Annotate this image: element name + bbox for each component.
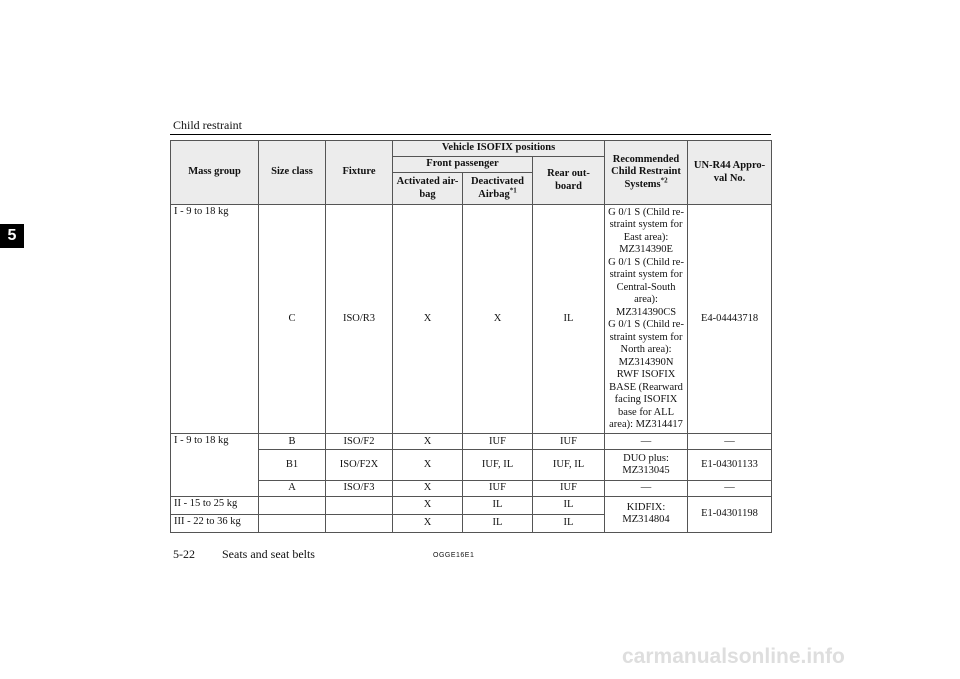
cell-size-class — [259, 496, 326, 514]
header-deactivated-airbag: Deactivated Airbag$^{*1}$ — [463, 173, 533, 205]
cell-mass-group: I - 9 to 18 kg — [171, 205, 259, 434]
section-title: Seats and seat belts — [222, 547, 315, 561]
cell-recommended: — — [605, 434, 688, 450]
header-front-passenger: Front passenger — [393, 157, 533, 173]
table-row — [171, 496, 772, 514]
cell-size-class: C — [259, 205, 326, 434]
cell-mass-group: II - 15 to 25 kg — [171, 496, 259, 514]
cell-activated: X — [393, 434, 463, 450]
cell-size-class — [259, 514, 326, 532]
header-rule — [170, 134, 771, 135]
cell-size-class: B1 — [259, 450, 326, 480]
cell-recommended: KIDFIX: MZ314804 — [605, 496, 688, 532]
header-un-r44: UN-R44 Appro-val No. — [688, 141, 772, 205]
cell-rear: IUF — [533, 434, 605, 450]
header-rear-outboard: Rear out-board — [533, 157, 605, 205]
cell-deactivated: IL — [463, 514, 533, 532]
cell-activated: X — [393, 514, 463, 532]
table-row — [171, 480, 772, 496]
document-code: OGGE16E1 — [433, 552, 475, 559]
cell-deactivated: IUF, IL — [463, 450, 533, 480]
header-fixture: Fixture — [326, 141, 393, 205]
cell-activated: X — [393, 496, 463, 514]
cell-mass-group: III - 22 to 36 kg — [171, 514, 259, 532]
cell-rear: IL — [533, 496, 605, 514]
recommended-item: RWF ISOFIX BASE (Rearward facing ISOFIX base for ALL area): MZ314417 — [609, 369, 683, 431]
watermark: carmanualsonline.info — [622, 645, 845, 668]
cell-deactivated: IL — [463, 496, 533, 514]
cell-recommended: — — [605, 480, 688, 496]
cell-fixture: ISO/F2X — [326, 450, 393, 480]
header-activated-airbag: Activated air-bag — [393, 173, 463, 205]
cell-rear: IUF, IL — [533, 450, 605, 480]
table-row — [171, 205, 772, 434]
cell-fixture: ISO/F3 — [326, 480, 393, 496]
cell-rear: IL — [533, 205, 605, 434]
cell-deactivated: X — [463, 205, 533, 434]
recommended-item: G 0/1 S (Child re-straint system for North area): MZ314390N — [608, 319, 684, 368]
cell-approval: E1-04301198 — [688, 496, 772, 532]
cell-size-class: A — [259, 480, 326, 496]
header-mass-group: Mass group — [171, 141, 259, 205]
page-number: 5-22 — [173, 547, 195, 561]
cell-recommended: DUO plus: MZ313045 — [605, 450, 688, 480]
header-vehicle-isofix-positions: Vehicle ISOFIX positions — [393, 141, 605, 157]
cell-rear: IUF — [533, 480, 605, 496]
cell-approval: — — [688, 480, 772, 496]
table-row — [171, 450, 772, 480]
cell-activated: X — [393, 450, 463, 480]
recommended-item: G 0/1 S (Child re-straint system for Central-South area): MZ314390CS — [608, 256, 684, 318]
cell-size-class: B — [259, 434, 326, 450]
cell-rear: IL — [533, 514, 605, 532]
cell-fixture — [326, 514, 393, 532]
cell-fixture: ISO/F2 — [326, 434, 393, 450]
isofix-positions-table — [170, 140, 772, 533]
recommended-item: G 0/1 S (Child re-straint system for East area): MZ314390E — [608, 206, 684, 256]
cell-mass-group: I - 9 to 18 kg — [171, 434, 259, 496]
cell-fixture: ISO/R3 — [326, 205, 393, 434]
cell-deactivated: IUF — [463, 480, 533, 496]
cell-activated: X — [393, 205, 463, 434]
table-row — [171, 434, 772, 450]
chapter-tab: 5 — [0, 224, 24, 248]
cell-fixture — [326, 496, 393, 514]
header-recommended: Recommended Child Restraint Systems$^{*2}$ — [605, 141, 688, 205]
header-size-class: Size class — [259, 141, 326, 205]
cell-deactivated: IUF — [463, 434, 533, 450]
cell-recommended — [605, 205, 688, 434]
cell-approval: E4-04443718 — [688, 205, 772, 434]
page-header-title: Child restraint — [173, 118, 242, 132]
cell-activated: X — [393, 480, 463, 496]
cell-approval: E1-04301133 — [688, 450, 772, 480]
cell-approval: — — [688, 434, 772, 450]
